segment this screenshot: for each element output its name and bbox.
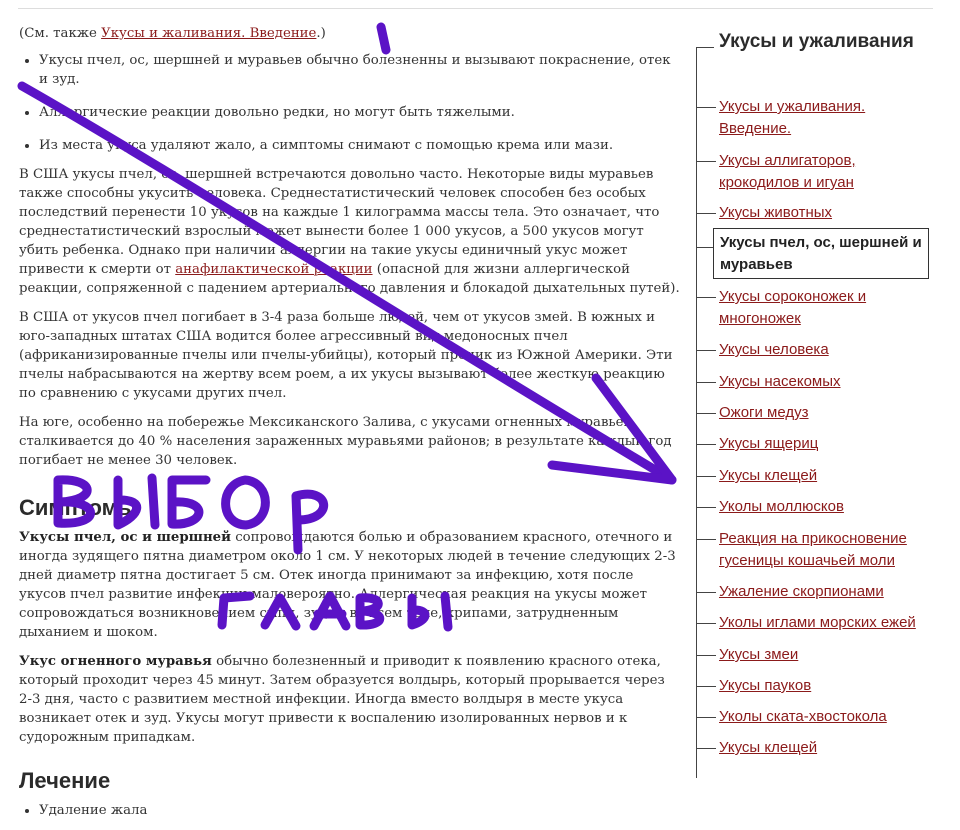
sidebar-item-animals[interactable]: Укусы животных xyxy=(719,202,929,224)
sidebar-item-scorpions[interactable]: Ужаление скорпионами xyxy=(719,581,929,603)
paragraph-usa-stats: В США укусы пчел, ос, шершней встречаются довольно часто. Некоторые виды муравьев также способны укусить человека. Среднестатистический человек способен без особых последствий перенести 10 укусов на каждые 1 килограмма массы тела. Это означает, что среднестатистический взрослый может вынести более 1 000 укусов, а 500 укусов могут убить ребенка. Однако при наличии аллергии на такие укусы единичный укус может привести к смерти от анафилактической реакции (опасной для жизни аллергической реакции, сопряженной с падением артериального давления и блокадой дыхательных путей). xyxy=(19,167,680,296)
treatment-list xyxy=(19,801,681,820)
chapter-sidebar xyxy=(696,30,941,756)
see-also-link[interactable]: Укусы и жаливания. Введение xyxy=(101,26,317,41)
sidebar-item-human[interactable]: Укусы человека xyxy=(719,339,929,361)
paragraph-killer-bees: В США от укусов пчел погибает в 3-4 раза больше людей, чем от укусов змей. В южных и юго-западных штатах США водится более агрессивный вид медоносных пчел (африканизированные пчелы или пчелы-убийцы), который проник из Южной Америки. Эти пчелы набрасываются на жертву всем роем, а их укусы вызывают более жесткую реакцию по сравнению с укусами других пчел. xyxy=(19,310,673,401)
see-also: (См. также Укусы и жаливания. Введение.) xyxy=(19,26,326,41)
paragraph-bee-symptoms: Укусы пчел, ос и шершней сопровождаются болью и образованием красного, отечного и иногда зудящего пятна диаметром около 1 см. У некоторых людей в течение следующих 2-3 дней диаметр пятна достигает 5 см. Отек иногда принимают за инфекцию, хотя после укусов пчел развитие инфекции маловероятно. Аллергическая реакция на укусы может сопровождаться возникновением сыпи, зудом во всем теле, хрипами, затрудненным дыханием и шоком. xyxy=(19,530,676,640)
sidebar-item-jellyfish[interactable]: Ожоги медуз xyxy=(719,402,929,424)
article-content xyxy=(19,24,681,830)
top-divider xyxy=(18,8,933,9)
sidebar-item-stingray[interactable]: Уколы ската-хвостокола xyxy=(719,706,929,728)
sidebar-item-intro[interactable]: Укусы и ужаливания. Введение. xyxy=(719,96,929,140)
sidebar-item-snakes[interactable]: Укусы змеи xyxy=(719,644,929,666)
sidebar-item-mollusks[interactable]: Уколы моллюсков xyxy=(719,496,929,518)
paragraph-ant-symptoms: Укус огненного муравья обычно болезненный и приводит к появлению красного отека, который проходит через 45 минут. Затем образуется волдырь, который прорывается через 2-3 дня, часто с развитием местной инфекции. Иногда вместо волдыря в месте укуса возникает отек и зуд. Укусы могут привести к воспалению изолированных нервов и к судорожным припадкам. xyxy=(19,654,665,745)
sidebar-item-bees-active[interactable]: Укусы пчел, ос, шершней и муравьев xyxy=(713,228,929,279)
summary-item: • Укусы пчел, ос, шершней и муравьев обычно болезненны и вызывают покраснение, отек и зуд. xyxy=(39,51,681,89)
sidebar-item-alligators[interactable]: Укусы аллигаторов, крокодилов и игуан xyxy=(719,150,929,194)
sidebar-item-lizards[interactable]: Укусы ящериц xyxy=(719,433,929,455)
paragraph-fire-ants: На юге, особенно на побережье Мексиканского Залива, с укусами огненных муравьев сталкивается до 40 % населения зараженных муравьями районов; в результате каждый год погибает не менее 30 человек. xyxy=(19,415,672,468)
sidebar-item-spiders[interactable]: Укусы пауков xyxy=(719,675,929,697)
sidebar-item-ticks-2[interactable]: Укусы клещей xyxy=(719,737,929,759)
anaphylaxis-link[interactable]: анафилактической реакции xyxy=(175,262,373,277)
sidebar-item-ticks[interactable]: Укусы клещей xyxy=(719,465,929,487)
sidebar-item-caterpillar[interactable]: Реакция на прикосновение гусеницы кошачьей моли xyxy=(719,528,929,572)
treatment-heading: Лечение xyxy=(19,768,111,793)
sidebar-item-sea-urchins[interactable]: Уколы иглами морских ежей xyxy=(719,612,929,634)
treatment-item: • Удаление жала xyxy=(39,801,681,820)
summary-item: • Аллергические реакции довольно редки, но могут быть тяжелыми. xyxy=(39,103,681,122)
symptoms-heading: Симптомы xyxy=(19,495,137,520)
sidebar-item-centipedes[interactable]: Укусы сороконожек и многоножек xyxy=(719,286,929,330)
sidebar-title: Укусы и ужаливания xyxy=(696,30,941,54)
sidebar-item-insects[interactable]: Укусы насекомых xyxy=(719,371,929,393)
summary-item: • Из места укуса удаляют жало, а симптомы снимают с помощью крема или мази. xyxy=(39,136,681,155)
summary-list xyxy=(19,51,681,155)
